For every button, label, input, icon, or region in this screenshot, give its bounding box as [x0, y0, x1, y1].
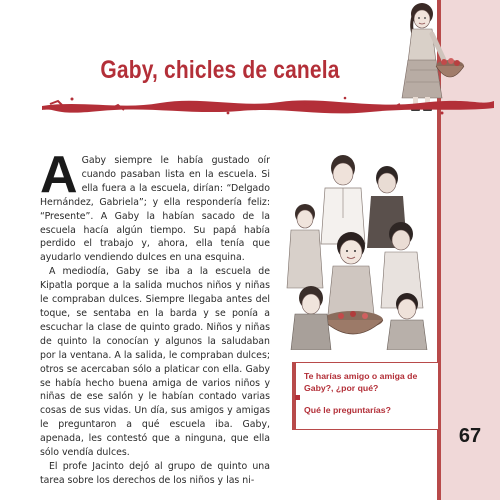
drop-cap: A [40, 146, 78, 204]
paragraph-2: A mediodía, Gaby se iba a la escuela de Kipatla porque a la salida muchos niños y niñas le compraban dulces. Siempre llegaba antes del toque, se sentaba en la barda y se ponía a escuchar la clase de quinto grado. Niños y niñas de quinto la conocían y algunos la saludaban por la ventana. A la salida, le compraban dulces; otros se acercaban sólo a platicar con ella. Gaby se había hecho buena amiga de varios niños y niñas de ese salón y le habían contado varias cosas de sus vidas. Un día, sus amigos y amigas le preguntaron a qué escuela iba. Gaby, apenada, les contestó que a ninguna, que ella sólo vendía dulces. [40, 266, 270, 459]
story-title: Gaby, chicles de canela [100, 56, 340, 84]
question-2: Qué le preguntarías? [304, 405, 391, 415]
story-body [40, 146, 270, 488]
paragraph-3: El profe Jacinto dejó al grupo de quinto una tarea sobre los derechos de los niños y las ni- [40, 460, 270, 486]
question-1: Te harías amigo o amiga de Gaby?, ¿por qué? [304, 371, 418, 393]
page-number: 67 [458, 425, 482, 447]
children-group-illustration [283, 148, 433, 350]
question-bullet [295, 395, 300, 400]
paragraph-1 [40, 146, 270, 265]
paragraph-1-text: Gaby siempre le había gustado oír cuando pasaban lista en la escuela. Si ella fuera a la escuela, dirían: “Delgado Hernández, Gabriela”; y ella respondería feliz: “Presente”. A Gaby la habían sacado de la escuela hacía algún tiempo. Su papá había perdido el trabajo y, ahora, ella tenía que ayudarlo vendiendo dulces en una esquina. [40, 155, 270, 264]
decorative-brush-stroke [40, 94, 496, 116]
